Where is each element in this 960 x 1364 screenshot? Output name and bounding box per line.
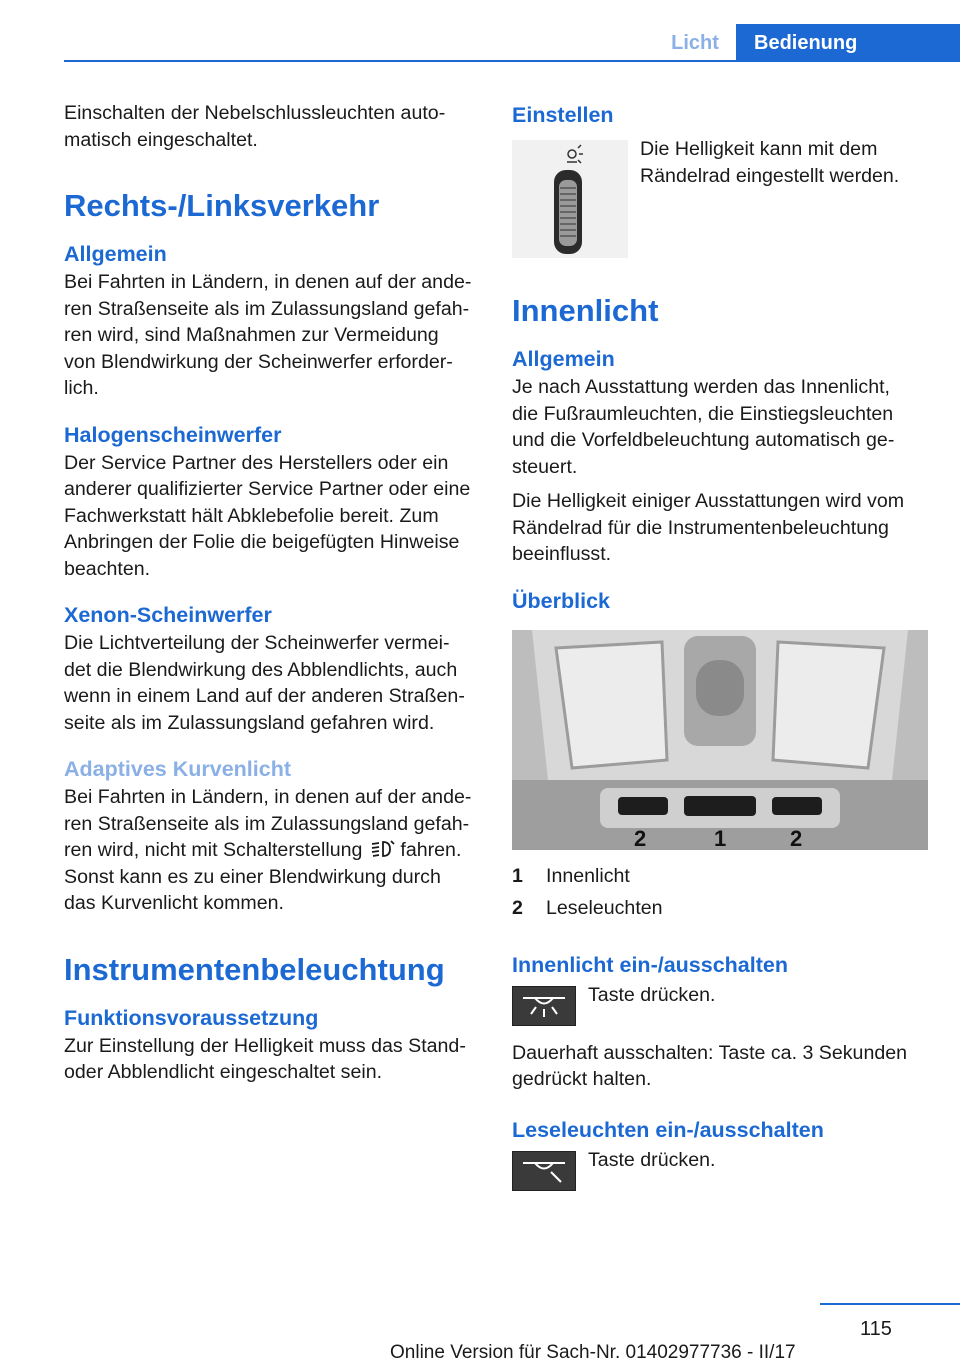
para-xenon-3: wenn in einem Land auf der anderen Straßen- xyxy=(64,685,465,707)
legend-item xyxy=(512,860,930,892)
page-number: 115 xyxy=(860,1318,892,1340)
para-kurven-3b: fahren. xyxy=(400,839,462,861)
photo-label-left: 2 xyxy=(634,825,647,851)
heading-xenon: Xenon-Scheinwerfer xyxy=(64,603,272,627)
heading-rechts-links: Rechts-/Linksverkehr xyxy=(64,188,380,223)
para-innen-allg-1: Je nach Ausstattung werden das Innenlicht, xyxy=(512,376,890,398)
online-version-note: Online Version für Sach-Nr. 01402977736 - II/17 xyxy=(390,1342,796,1363)
left-column xyxy=(64,100,478,1086)
para-kurven-3a: ren wird, nicht mit Schalterstellung xyxy=(64,839,363,861)
para-dauer-1: Dauerhaft ausschalten: Taste ca. 3 Sekunden xyxy=(512,1041,908,1064)
para-innen-allg-2: die Fußraumleuchten, die Einstiegsleuchten xyxy=(512,402,894,425)
photo-label-center: 1 xyxy=(714,825,727,851)
heading-kurvenlicht: Adaptives Kurvenlicht xyxy=(64,757,291,781)
para-halogen-3: Fachwerkstatt hält Abklebefolie bereit. Zum xyxy=(64,504,439,527)
legend-text: Innenlicht xyxy=(546,864,630,887)
para-funktion-1: Zur Einstellung der Helligkeit muss das Stand- xyxy=(64,1034,466,1057)
legend-item xyxy=(512,892,930,924)
thumbwheel-image xyxy=(512,140,628,258)
cornering-light-icon xyxy=(370,839,396,859)
para-allgemein-2: ren Straßenseite als im Zulassungsland gefah- xyxy=(64,297,470,320)
tab-licht[interactable]: Licht xyxy=(671,32,719,54)
para-allgemein-3: ren wird, sind Maßnahmen zur Vermeidung xyxy=(64,324,439,346)
heading-instrumentenbeleuchtung: Instrumentenbeleuchtung xyxy=(64,951,445,987)
heading-ueberblick: Überblick xyxy=(512,588,610,613)
overhead-console-photo xyxy=(512,630,928,850)
para-allgemein-4: von Blendwirkung der Scheinwerfer erforder- xyxy=(64,350,453,373)
para-einstellen-2: Rändelrad eingestellt werden. xyxy=(640,164,900,187)
para-kurven-3 xyxy=(64,837,478,864)
para-allgemein-5: lich. xyxy=(64,377,99,399)
heading-halogen: Halogenscheinwerfer xyxy=(64,422,282,447)
intro-line-1: Einschalten der Nebelschlussleuchten auto- xyxy=(64,102,446,124)
para-kurven-1: Bei Fahrten in Ländern, in denen auf der ande- xyxy=(64,786,472,808)
intro-line-2: matisch eingeschaltet. xyxy=(64,128,258,151)
heading-einstellen: Einstellen xyxy=(512,103,614,127)
para-taste-1: Taste drücken. xyxy=(588,983,716,1006)
para-xenon-2: det die Blendwirkung des Abblendlichts, auch xyxy=(64,658,458,681)
para-halogen-1: Der Service Partner des Herstellers oder ein xyxy=(64,451,449,474)
heading-funktionsvoraussetzung: Funktionsvoraussetzung xyxy=(64,1005,319,1030)
interior-light-button-icon xyxy=(512,986,576,1026)
heading-innenlicht: Innenlicht xyxy=(512,293,659,328)
legend-number: 2 xyxy=(512,896,523,919)
para-halogen-4: Anbringen der Folie die beigefügten Hinweise xyxy=(64,531,460,553)
para-taste-2: Taste drücken. xyxy=(588,1148,716,1171)
para-kurven-5: das Kurvenlicht kommen. xyxy=(64,892,284,914)
para-xenon-4: seite als im Zulassungsland gefahren wird. xyxy=(64,711,435,734)
heading-leseleuchten-ein: Leseleuchten ein-/ausschalten xyxy=(512,1117,824,1142)
heading-allgemein: Allgemein xyxy=(64,242,167,266)
heading-innenlicht-allgemein: Allgemein xyxy=(512,347,615,371)
para-halogen-5: beachten. xyxy=(64,557,151,580)
para-innen-allg-4: steuert. xyxy=(512,455,578,478)
para-innen-allg-7: beeinflusst. xyxy=(512,543,612,565)
heading-innenlicht-ein: Innenlicht ein-/ausschalten xyxy=(512,952,788,977)
para-dauer-2: gedrückt halten. xyxy=(512,1068,652,1090)
legend-text: Leseleuchten xyxy=(546,896,663,919)
para-kurven-4: Sonst kann es zu einer Blendwirkung durch xyxy=(64,865,441,888)
para-innen-allg-5: Die Helligkeit einiger Ausstattungen wird vom xyxy=(512,490,905,512)
para-xenon-1: Die Lichtverteilung der Scheinwerfer vermei- xyxy=(64,632,450,654)
para-kurven-2: ren Straßenseite als im Zulassungsland gefah- xyxy=(64,812,470,835)
para-innen-allg-3: und die Vorfeldbeleuchtung automatisch ge- xyxy=(512,429,895,451)
para-einstellen-1: Die Helligkeit kann mit dem xyxy=(640,138,878,160)
right-column xyxy=(512,100,930,1191)
tab-bedienung[interactable]: Bedienung xyxy=(736,24,960,62)
para-halogen-2: anderer qualifizierter Service Partner oder eine xyxy=(64,478,471,500)
reading-light-button-icon xyxy=(512,1151,576,1191)
para-allgemein-1: Bei Fahrten in Ländern, in denen auf der ande- xyxy=(64,271,472,293)
para-funktion-2: oder Abblendlicht eingeschaltet sein. xyxy=(64,1061,383,1083)
legend-number: 1 xyxy=(512,864,523,887)
footer-rule xyxy=(820,1303,960,1305)
photo-label-right: 2 xyxy=(790,825,803,851)
para-innen-allg-6: Rändelrad für die Instrumentenbeleuchtung xyxy=(512,516,889,539)
